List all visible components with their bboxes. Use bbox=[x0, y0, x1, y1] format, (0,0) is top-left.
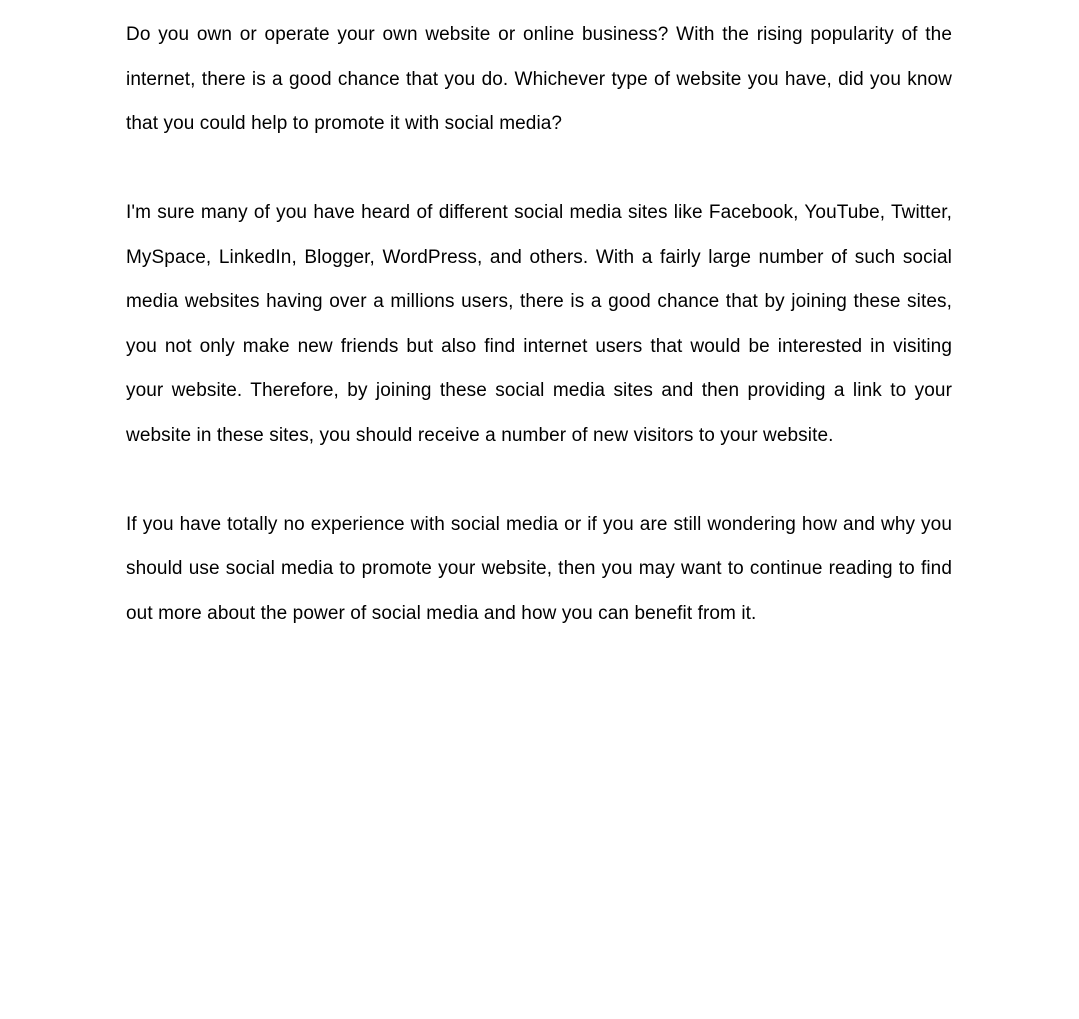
document-page bbox=[126, 13, 952, 636]
paragraph-social-media-sites: I'm sure many of you have heard of different social media sites like Facebook, YouTube, Twitter, MySpace, LinkedIn, Blogger, WordPress, and others. With a fairly large number of such social media websites having over a millions users, there is a good chance that by joining these sites, you not only make new friends but also find internet users that would be interested in visiting your website. Therefore, by joining these social media sites and then providing a link to your website in these sites, you should receive a number of new visitors to your website. bbox=[126, 202, 952, 446]
paragraph-intro: Do you own or operate your own website or online business? With the rising popularity of the internet, there is a good chance that you do. Whichever type of website you have, did you know that you could help to promote it with social media? bbox=[126, 24, 952, 134]
paragraph-no-experience: If you have totally no experience with social media or if you are still wondering how and why you should use social media to promote your website, then you may want to continue reading to find out more about the power of social media and how you can benefit from it. bbox=[126, 513, 952, 624]
